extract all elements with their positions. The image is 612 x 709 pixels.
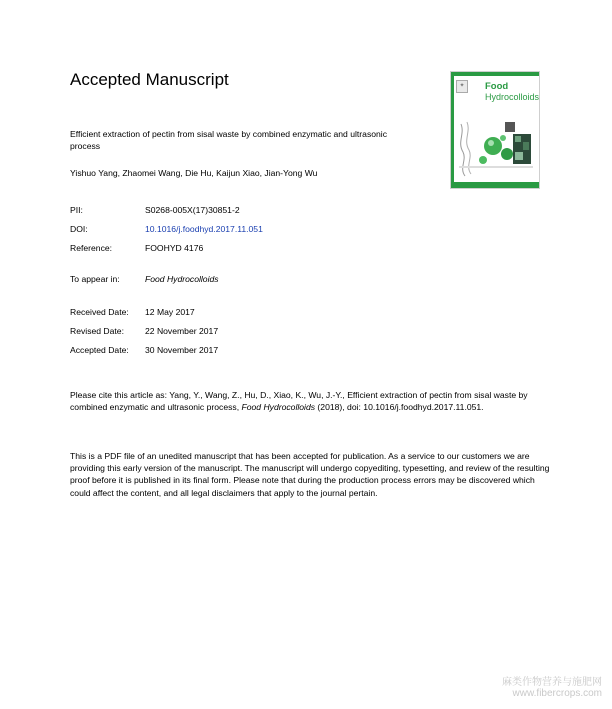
cover-journal-line2: Hydrocolloids — [485, 92, 540, 102]
accepted-value: 30 November 2017 — [145, 345, 219, 355]
cover-journal-name — [485, 81, 539, 103]
received-label: Received Date: — [70, 307, 129, 317]
revised-label: Revised Date: — [70, 326, 124, 336]
disclaimer-paragraph: This is a PDF file of an unedited manuscript that has been accepted for publication. As a service to our customers we are providing this early version of the manuscript. The manuscript will undergo copyediting, typesetting, and review of the resulting proof before it is published in its final form. Please note that during the production process errors may be discovered which could affect the content, and all legal disclaimers that apply to the journal pertain. — [70, 451, 550, 498]
cover-artwork-icon — [455, 120, 535, 178]
citation-paragraph — [70, 389, 550, 413]
watermark-line1: 麻类作物营养与施肥网 — [502, 677, 602, 688]
doi-label: DOI: — [70, 224, 88, 234]
cover-top-bar — [451, 72, 539, 76]
article-authors: Yishuo Yang, Zhaomei Wang, Die Hu, Kaijun Xiao, Jian-Yong Wu — [70, 168, 318, 178]
article-title: Efficient extraction of pectin from sisal waste by combined enzymatic and ultrasonic process — [70, 129, 388, 151]
received-value: 12 May 2017 — [145, 307, 195, 317]
elsevier-logo-icon: ✦ — [456, 80, 468, 93]
pii-label: PII: — [70, 205, 83, 215]
reference-label: Reference: — [70, 243, 113, 253]
reference-value: FOOHYD 4176 — [145, 243, 204, 253]
appear-value: Food Hydrocolloids — [145, 274, 219, 284]
appear-label: To appear in: — [70, 274, 120, 284]
citation-journal: Food Hydrocolloids — [241, 402, 316, 413]
cover-journal-line1: Food — [485, 81, 509, 92]
citation-suffix: (2018), doi: 10.1016/j.foodhyd.2017.11.051. — [315, 402, 484, 413]
cover-bottom-bar — [451, 182, 539, 188]
pii-value: S0268-005X(17)30851-2 — [145, 205, 240, 215]
page-title: Accepted Manuscript — [70, 70, 229, 89]
cover-side-bar — [451, 76, 454, 184]
citation-prefix: Please cite this article as: Yang, Y., Wang, Z., Hu, D., Xiao, K., Wu, J.-Y., Efficient extraction of pectin from sisal waste by combined enzymatic and ultrasonic process, — [70, 390, 528, 413]
watermark-line2: www.fibercrops.com — [512, 688, 602, 699]
site-watermark — [502, 677, 602, 699]
doi-link[interactable]: 10.1016/j.foodhyd.2017.11.051 — [145, 224, 263, 234]
revised-value: 22 November 2017 — [145, 326, 219, 336]
journal-cover-image — [450, 71, 540, 189]
accepted-label: Accepted Date: — [70, 345, 129, 355]
